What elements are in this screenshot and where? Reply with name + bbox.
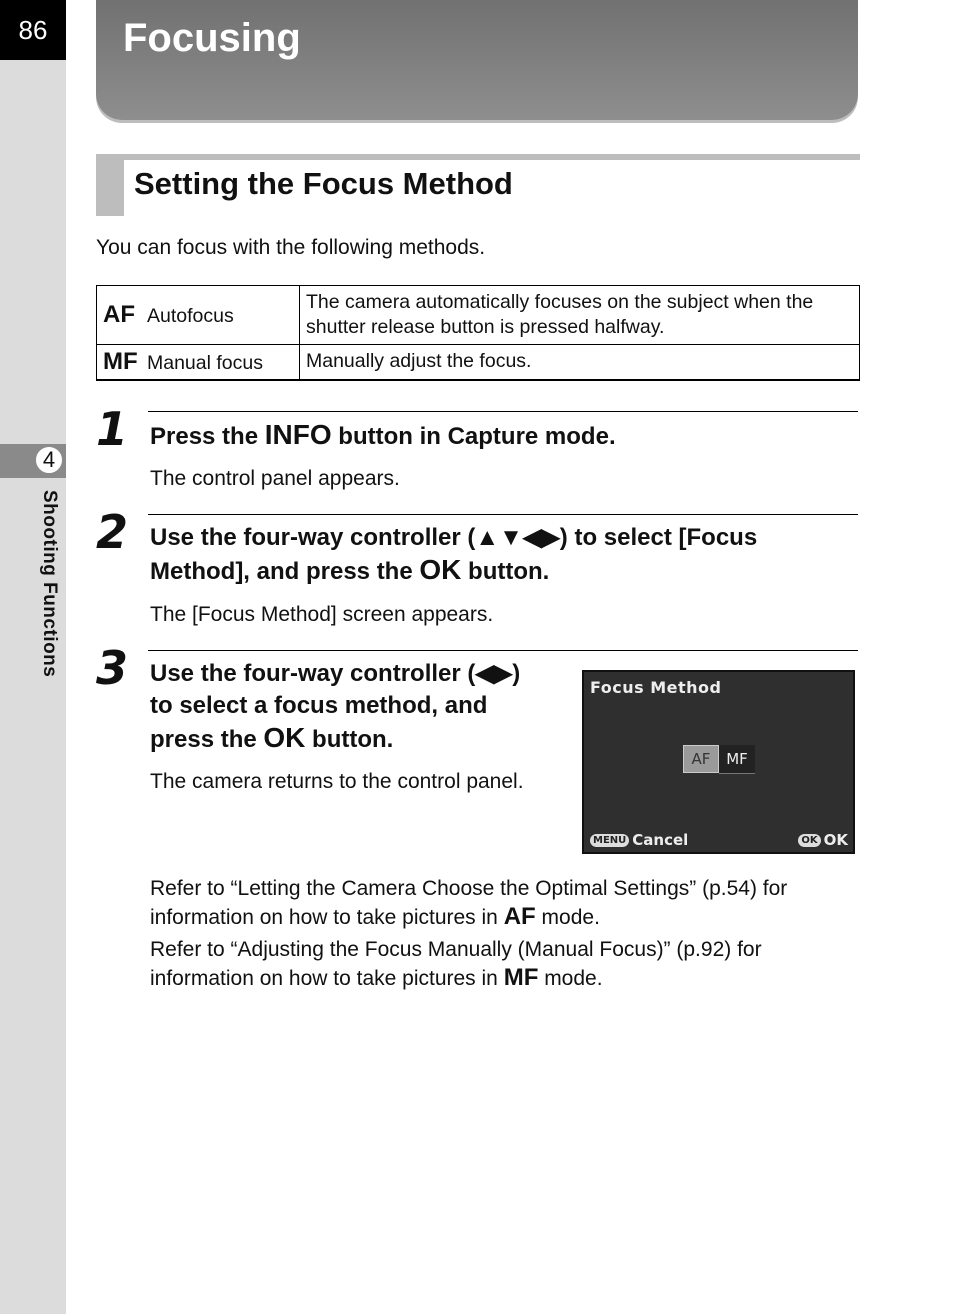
step-rule [148,514,858,515]
step-number: 3 [96,641,129,695]
ok-key-icon: OK [798,834,820,847]
step-heading-text: button in Capture mode. [331,423,616,450]
step-body: The [Focus Method] screen appears. [150,603,494,626]
step-body: The camera returns to the control panel. [150,770,524,793]
af-icon: AF [503,903,536,930]
reference-text: information on how to take pictures in [150,906,504,929]
step-body: The control panel appears. [150,467,400,490]
reference-text: Refer to “Adjusting the Focus Manually (Manual Focus)” (p.92) for [150,938,762,961]
mode-description: Manually adjust the focus. [300,345,860,380]
step-rule [148,650,858,651]
mode-label: Autofocus [147,305,234,327]
chapter-number: 4 [34,445,64,475]
reference-paragraph [150,936,840,993]
option-mf[interactable]: MF [719,745,755,774]
chapter-label: Shooting Functions [39,490,60,678]
intro-text: You can focus with the following methods. [96,236,486,259]
methods-table [96,285,860,381]
reference-text: mode. [535,906,600,929]
reference-text: Refer to “Letting the Camera Choose the Optimal Settings” (p.54) for [150,877,788,900]
cancel-label: Cancel [632,831,689,849]
mode-cell [97,345,300,380]
focus-method-screen [582,670,855,854]
af-icon: AF [103,301,135,328]
mode-cell [97,286,300,345]
ok-button[interactable] [798,831,848,849]
ok-label: OK [823,831,848,849]
table-row [97,345,860,380]
section-title: Setting the Focus Method [134,166,513,201]
mf-icon: MF [503,964,539,991]
page-number: 86 [0,0,66,60]
step-heading-text: Press the [150,423,265,450]
step-heading [150,419,616,453]
option-af[interactable]: AF [683,745,719,773]
step-heading-text: button. [461,558,550,585]
step-rule [148,411,858,412]
table-row [97,286,860,345]
mode-label: Manual focus [147,351,263,374]
info-button-icon: INFO [264,419,332,450]
step-number: 2 [96,505,129,559]
ok-button-icon: OK [419,554,462,585]
step-heading-text: Use the four-way controller (▲▼◀▶) to select [Focus [150,524,758,551]
step-heading-text: Use the four-way controller (◀▶) [150,660,521,687]
section-rule [96,154,860,160]
step-heading-text: button. [305,726,394,753]
focus-options [683,745,755,774]
reference-paragraph [150,875,840,932]
mf-icon: MF [103,347,138,375]
step-heading [150,658,520,756]
reference-text: information on how to take pictures in [150,967,504,990]
mode-description: The camera automatically focuses on the subject when the shutter release button is pressed halfway. [300,286,860,345]
page-title: Focusing [123,16,301,60]
menu-key-icon: MENU [590,834,629,847]
step-heading-text: to select a focus method, and [150,692,488,719]
step-heading-text: Method], and press the [150,558,420,585]
step-number: 1 [96,402,129,456]
section-marker [96,154,124,216]
cancel-button[interactable] [590,831,688,849]
screen-title: Focus Method [590,678,722,697]
reference-text: mode. [538,967,603,990]
ok-button-icon: OK [263,722,306,753]
step-heading [150,522,757,588]
step-heading-text: press the [150,726,264,753]
